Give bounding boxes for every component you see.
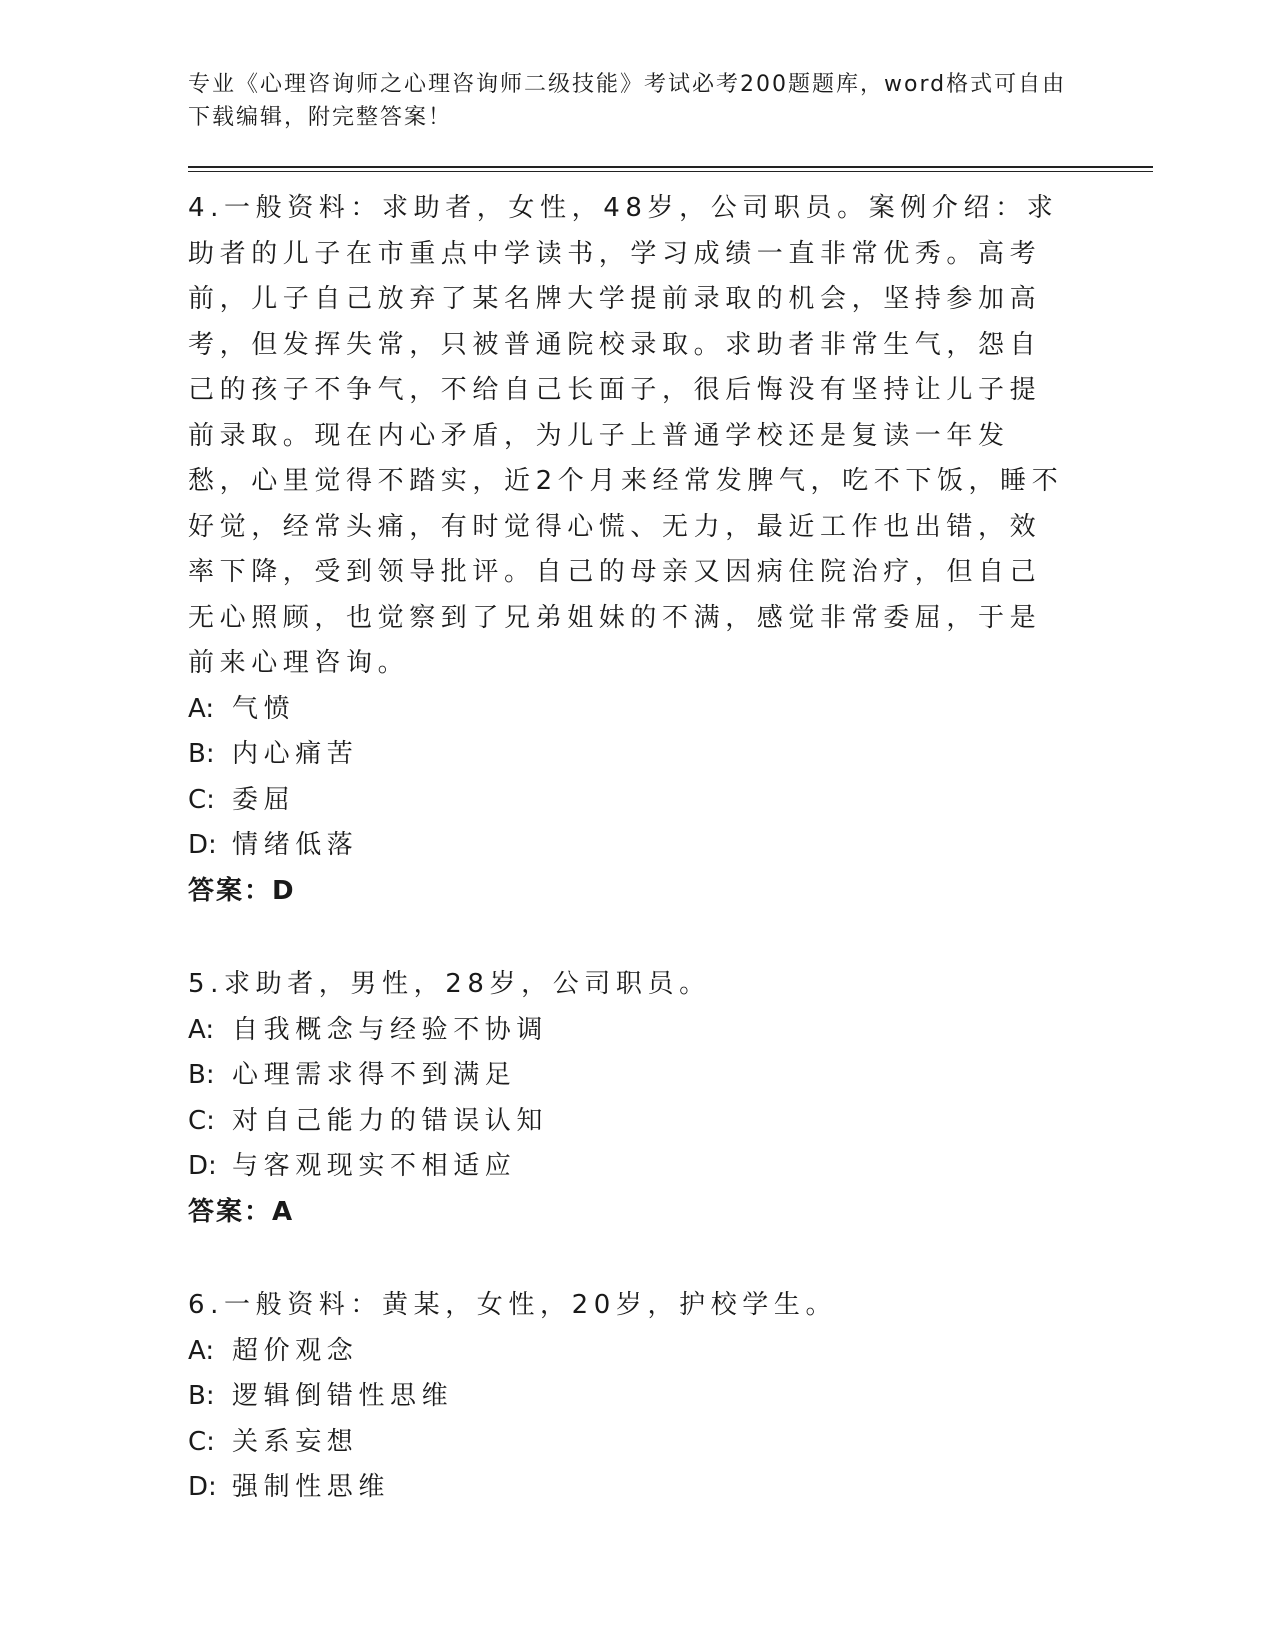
option-letter: A: (188, 1014, 215, 1045)
option-text: 关系妄想 (232, 1426, 359, 1457)
option-letter: C: (188, 1105, 215, 1136)
option-b (188, 1374, 1148, 1420)
option-letter: C: (188, 1426, 215, 1457)
option-a (188, 1329, 1148, 1375)
option-text: 逻辑倒错性思维 (232, 1381, 454, 1411)
option-c (188, 1099, 1148, 1145)
question-text: 6.一般资料：黄某，女性，20岁，护校学生。 (188, 1290, 838, 1320)
option-b (188, 1053, 1148, 1099)
option-letter: C: (188, 784, 215, 815)
option-c (188, 778, 1148, 824)
option-a (188, 1008, 1148, 1054)
question-text: 4.一般资料：求助者，女性，48岁，公司职员。案例介绍：求助者的儿子在市重点中学读书，学习成绩一直非常优秀。高考前，儿子自己放弃了某名牌大学提前录取的机会，坚持参加高考，但发挥失常，只被普通院校录取。求助者非常生气，怨自己的孩子不争气，不给自己长面子，很后悔没有坚持让儿子提前录取。现在内心矛盾，为儿子上普通学校还是复读一年发愁，心里觉得不踏实，近2个月来经常发脾气，吃不下饭，睡不好觉，经常头痛，有时觉得心慌、无力，最近工作也出错，效率下降，受到领导批评。自己的母亲又因病住院治疗，但自己无心照顾，也觉察到了兄弟姐妹的不满，感觉非常委屈，于是前来心理咨询。 (188, 193, 1064, 678)
option-letter: D: (188, 830, 217, 860)
question-text: 5.求助者，男性，28岁，公司职员。 (188, 969, 711, 999)
option-text: 心理需求得不到满足 (232, 1060, 517, 1090)
option-text: 强制性思维 (232, 1472, 391, 1502)
option-letter: B: (188, 739, 215, 769)
option-c (188, 1420, 1148, 1466)
question-4 (188, 186, 1148, 914)
document-header: 专业《心理咨询师之心理咨询师二级技能》考试必考200题题库，word格式可自由下载编辑，附完整答案！ (188, 72, 1067, 130)
option-text: 情绪低落 (232, 830, 359, 860)
option-d (188, 823, 1148, 869)
option-d (188, 1465, 1148, 1511)
header-divider (188, 166, 1153, 172)
option-text: 自我概念与经验不协调 (232, 1014, 549, 1045)
option-b (188, 732, 1148, 778)
divider-line-thick (188, 166, 1153, 168)
option-text: 与客观现实不相适应 (232, 1151, 517, 1181)
option-text: 委屈 (232, 784, 296, 815)
answer-label: 答案：D (188, 875, 296, 906)
option-letter: A: (188, 1335, 215, 1366)
option-d (188, 1144, 1148, 1190)
answer-label: 答案：A (188, 1196, 295, 1227)
question-5 (188, 962, 1148, 1235)
option-text: 内心痛苦 (232, 739, 359, 769)
document-page (188, 68, 1148, 1511)
question-6 (188, 1283, 1148, 1511)
option-text: 气愤 (232, 693, 296, 724)
option-letter: D: (188, 1151, 217, 1181)
divider-line-thin (188, 171, 1153, 172)
option-letter: B: (188, 1381, 215, 1411)
option-letter: D: (188, 1472, 217, 1502)
option-letter: A: (188, 693, 215, 724)
option-letter: B: (188, 1060, 215, 1090)
option-text: 对自己能力的错误认知 (232, 1105, 549, 1136)
option-a (188, 687, 1148, 733)
option-text: 超价观念 (232, 1335, 359, 1366)
